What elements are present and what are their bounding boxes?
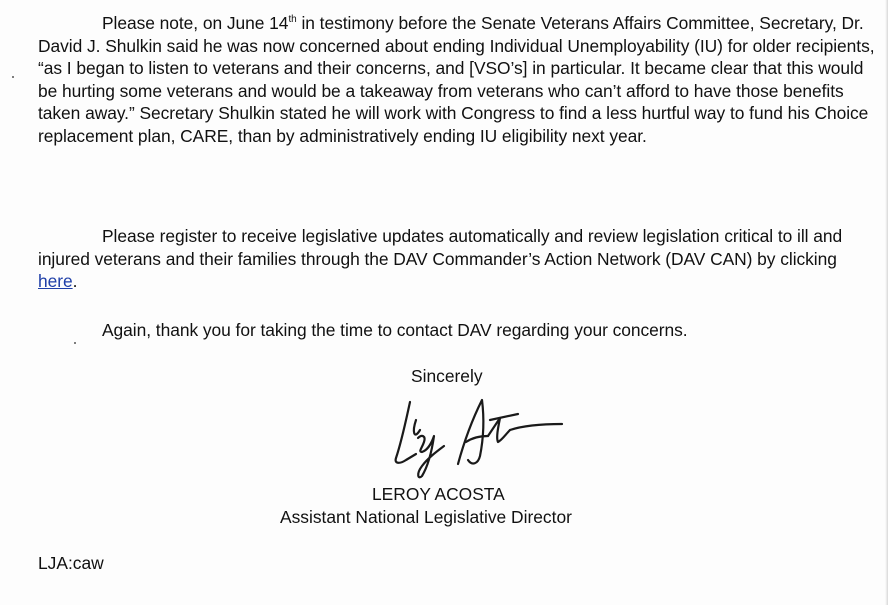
scan-speck: [12, 76, 14, 78]
ordinal-suffix: th: [288, 14, 297, 25]
paragraph-register-end: .: [72, 271, 78, 291]
paragraph-testimony-rest: in testimony before the Senate Veterans Affairs Committee, Secretary, Dr. David J. Shulkin said he was now concerned about ending Individual Unemployability (IU) for older recipients, “as I began to listen to veterans and their concerns, and [VSO’s] in particular. It became clear that this would be hurting some veterans and would be a takeaway from veterans who can’t afford to have those benefits taken away.” Secretary Shulkin stated he will work with Congress to find a less hurtful way to fund his Choice replacement plan, CARE, than by administratively ending IU eligibility next year.: [38, 13, 875, 146]
signature-image: [372, 380, 572, 480]
signer-name: LEROY ACOSTA: [372, 484, 505, 504]
paragraph-testimony: [38, 12, 878, 147]
here-link[interactable]: here: [38, 271, 73, 291]
signer-title: Assistant National Legislative Director: [280, 507, 572, 527]
closing-salutation: Sincerely: [411, 366, 483, 386]
paragraph-register-text: Please register to receive legislative updates automatically and review legislation critical to ill and injured veterans and their families through the DAV Commander’s Action Network (DAV CAN) by clicking: [38, 226, 843, 269]
reference-initials: LJA:caw: [38, 553, 104, 573]
paragraph-testimony-start: Please note, on June 14: [102, 13, 289, 33]
paragraph-register: [38, 225, 878, 293]
paragraph-thanks: [38, 319, 878, 342]
paragraph-thanks-text: Again, thank you for taking the time to contact DAV regarding your concerns.: [102, 320, 688, 340]
scan-speck: [74, 342, 76, 344]
